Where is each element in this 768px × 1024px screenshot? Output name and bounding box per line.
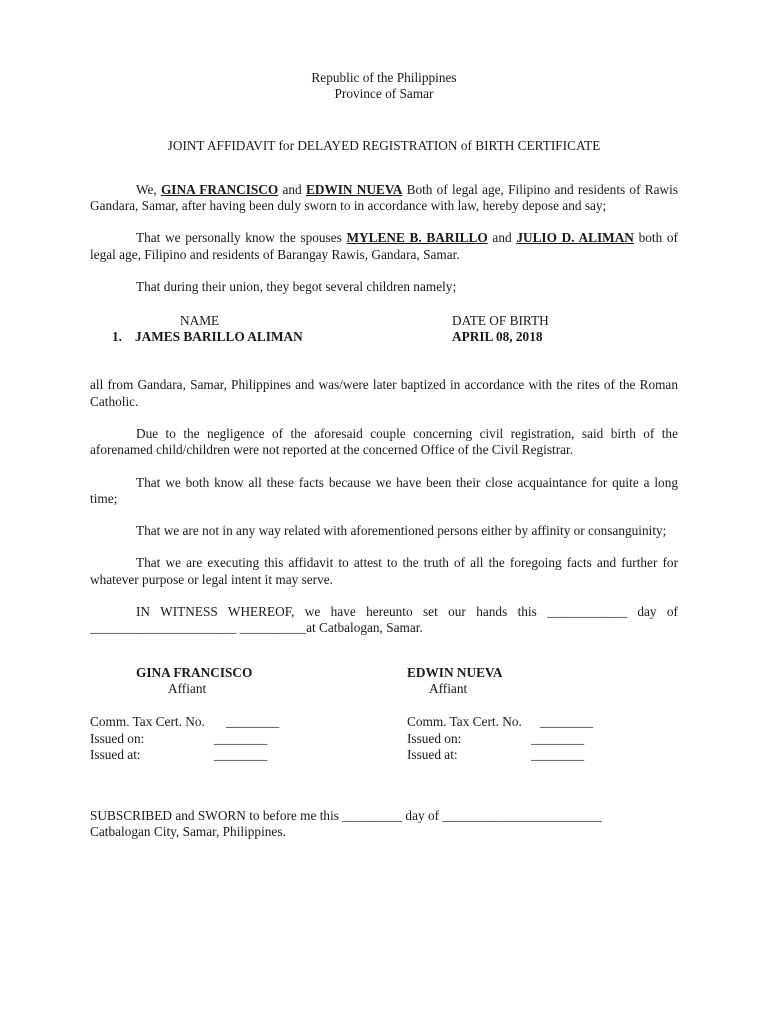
header-province: Province of Samar <box>334 86 434 102</box>
know-facts-paragraph: That we both know all these facts because we have been their close acquaintance for quite a long time; <box>90 474 678 506</box>
affiant-right-ctc-label: Comm. Tax Cert. No. <box>407 714 522 730</box>
affiant-left-ctc-blank: ________ <box>226 714 280 730</box>
affiant-left-issued-at-blank: ________ <box>214 746 268 762</box>
affiant-left-issued-on-label: Issued on: <box>90 730 145 746</box>
subscribed-paragraph: SUBSCRIBED and SWORN to before me this _________ day of ________________________ Catbalogan City, Samar, Philippines. <box>90 807 602 839</box>
affiant-right-issued-on-label: Issued on: <box>407 730 462 746</box>
affiant-right-role: Affiant <box>429 680 468 696</box>
child-row-name: JAMES BARILLO ALIMAN <box>135 329 303 345</box>
subscribed-day-blank: _________ <box>342 807 403 823</box>
spouse2-name: JULIO D. ALIMAN <box>516 230 634 246</box>
child-row-number: 1. <box>112 329 122 345</box>
witness-day-blank: ____________ <box>547 604 627 620</box>
children-header-name: NAME <box>180 313 220 329</box>
intro-paragraph: We, GINA FRANCISCO and EDWIN NUEVA Both of legal age, Filipino and residents of Rawis Gandara, Samar, after having been duly sworn to in accordance with law, hereby depose and say; <box>90 181 678 214</box>
affiant-left-issued-at-label: Issued at: <box>90 746 141 762</box>
affiant-right-issued-at-blank: ________ <box>531 746 585 762</box>
affiant-left <box>90 665 380 763</box>
document-title: JOINT AFFIDAVIT for DELAYED REGISTRATION of BIRTH CERTIFICATE <box>167 137 601 153</box>
document-header <box>90 70 678 103</box>
not-related-paragraph: That we are not in any way related with aforementioned persons either by affinity or consanguinity; <box>136 523 667 539</box>
affidavit-document <box>90 70 678 840</box>
affiant2-name-inline: EDWIN NUEVA <box>305 181 403 197</box>
witness-paragraph: IN WITNESS WHEREOF, we have hereunto set our hands this ____________ day of ______________________ __________at Catbalogan, Samar. <box>90 604 678 636</box>
affiant1-name-inline: GINA FRANCISCO <box>160 181 279 197</box>
child-row-date: APRIL 08, 2018 <box>452 329 543 345</box>
affiant-right-ctc-blank: ________ <box>540 714 594 730</box>
children-header-date: DATE OF BIRTH <box>452 313 549 329</box>
spouses-paragraph: That we personally know the spouses MYLENE B. BARILLO and JULIO D. ALIMAN both of legal age, Filipino and residents of Barangay Rawis, Gandara, Samar. <box>90 230 678 262</box>
affiant-right <box>407 665 697 763</box>
witness-month-blank: ______________________ __________ <box>90 620 307 636</box>
signature-block <box>90 665 678 785</box>
affiant-right-name: EDWIN NUEVA <box>407 664 503 680</box>
subscribed-place: Catbalogan City, Samar, Philippines. <box>90 823 286 839</box>
affiant-left-ctc-label: Comm. Tax Cert. No. <box>90 714 205 730</box>
union-paragraph: That during their union, they begot several children namely; <box>136 279 457 295</box>
header-republic: Republic of the Philippines <box>311 70 457 85</box>
negligence-paragraph: Due to the negligence of the aforesaid couple concerning civil registration, said birth of the aforenamed child/children were not reported at the concerned Office of the Civil Registrar. <box>90 425 678 458</box>
affiant-left-name: GINA FRANCISCO <box>136 664 253 680</box>
baptized-paragraph: all from Gandara, Samar, Philippines and was/were later baptized in accordance with the rites of the Roman Catholic. <box>90 377 678 409</box>
subscribed-month-blank: ________________________ <box>442 807 602 823</box>
children-table <box>90 313 678 349</box>
executing-paragraph: That we are executing this affidavit to attest to the truth of all the foregoing facts and further for whatever purpose or legal intent it may serve. <box>90 555 678 587</box>
affiant-left-role: Affiant <box>168 680 207 696</box>
affiant-right-issued-at-label: Issued at: <box>407 746 458 762</box>
affiant-right-issued-on-blank: ________ <box>531 730 585 746</box>
spouse1-name: MYLENE B. BARILLO <box>346 230 488 246</box>
affiant-left-issued-on-blank: ________ <box>214 730 268 746</box>
